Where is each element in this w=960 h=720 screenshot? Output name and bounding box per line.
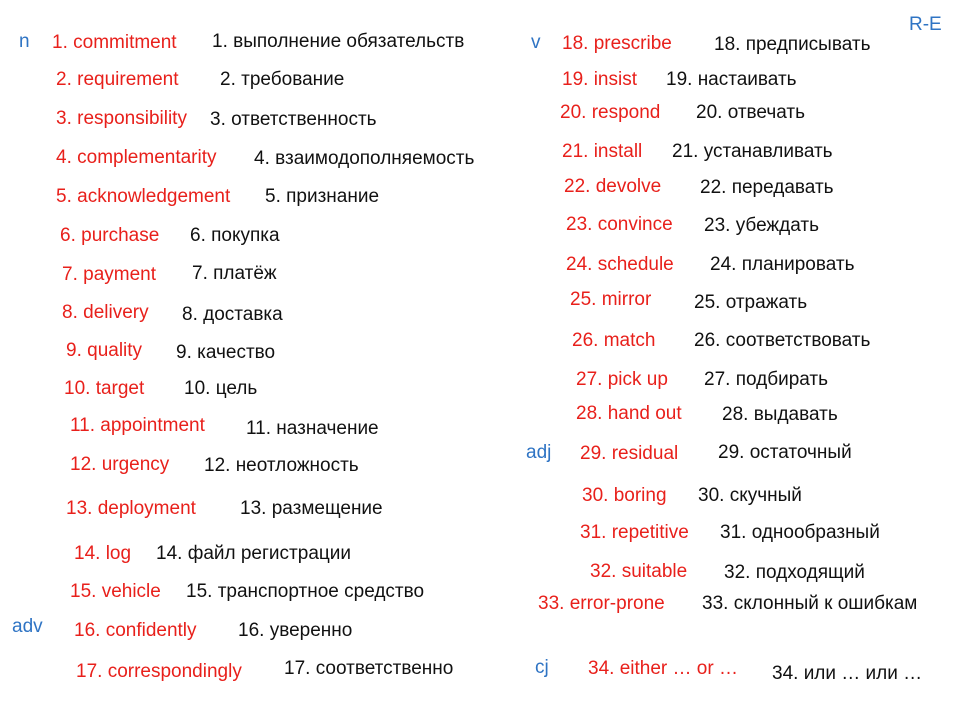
term-en: 19. insist bbox=[562, 69, 637, 90]
term-ru: 18. предписывать bbox=[714, 34, 871, 55]
term-en: 16. confidently bbox=[74, 620, 197, 641]
term-en: 26. match bbox=[572, 330, 656, 351]
term-ru: 24. планировать bbox=[710, 254, 855, 275]
term-ru: 21. устанавливать bbox=[672, 141, 833, 162]
term-en: 33. error-prone bbox=[538, 593, 665, 614]
term-ru: 10. цель bbox=[184, 378, 258, 399]
term-en: 14. log bbox=[74, 543, 132, 564]
term-ru: 26. соответствовать bbox=[694, 330, 871, 351]
term-ru: 4. взаимодополняемость bbox=[254, 148, 475, 169]
term-ru: 29. остаточный bbox=[718, 442, 852, 463]
term-ru: 6. покупка bbox=[190, 225, 280, 246]
term-ru: 33. склонный к ошибкам bbox=[702, 593, 918, 614]
term-en: 24. schedule bbox=[566, 254, 674, 275]
term-en: 18. prescribe bbox=[562, 33, 672, 54]
pos-label-conjunction: cj bbox=[535, 657, 549, 678]
term-ru: 23. убеждать bbox=[704, 215, 819, 236]
term-en: 25. mirror bbox=[570, 289, 652, 310]
term-ru: 28. выдавать bbox=[722, 404, 838, 425]
term-en: 28. hand out bbox=[576, 403, 682, 424]
term-en: 9. quality bbox=[66, 340, 143, 361]
term-ru: 12. неотложность bbox=[204, 455, 359, 476]
term-en: 17. correspondingly bbox=[76, 661, 242, 682]
pos-label-verb: v bbox=[531, 32, 541, 53]
term-en: 13. deployment bbox=[66, 498, 196, 519]
term-en: 11. appointment bbox=[70, 415, 205, 436]
term-ru: 9. качество bbox=[176, 342, 276, 363]
term-ru: 16. уверенно bbox=[238, 620, 353, 641]
term-ru: 34. или … или … bbox=[772, 663, 923, 684]
term-ru: 1. выполнение обязательств bbox=[212, 31, 465, 52]
term-ru: 3. ответственность bbox=[210, 109, 377, 130]
corner-label: R-E bbox=[909, 14, 942, 35]
term-ru: 27. подбирать bbox=[704, 369, 829, 390]
term-en: 31. repetitive bbox=[580, 522, 689, 543]
term-en: 21. install bbox=[562, 141, 643, 162]
term-ru: 11. назначение bbox=[246, 418, 379, 439]
term-en: 29. residual bbox=[580, 443, 679, 464]
term-en: 8. delivery bbox=[62, 302, 149, 323]
term-en: 10. target bbox=[64, 378, 145, 399]
term-ru: 31. однообразный bbox=[720, 522, 880, 543]
term-ru: 13. размещение bbox=[240, 498, 383, 519]
term-ru: 30. скучный bbox=[698, 485, 802, 506]
term-ru: 15. транспортное средство bbox=[186, 581, 425, 602]
term-ru: 20. отвечать bbox=[696, 102, 806, 123]
pos-label-noun: n bbox=[19, 31, 30, 52]
term-ru: 32. подходящий bbox=[724, 562, 865, 583]
term-en: 23. convince bbox=[566, 214, 673, 235]
term-en: 2. requirement bbox=[56, 69, 179, 90]
term-en: 30. boring bbox=[582, 485, 667, 506]
pos-label-adverb: adv bbox=[12, 616, 43, 637]
term-ru: 14. файл регистрации bbox=[156, 543, 351, 564]
term-en: 27. pick up bbox=[576, 369, 668, 390]
term-en: 3. responsibility bbox=[56, 108, 187, 129]
term-en: 5. acknowledgement bbox=[56, 186, 231, 207]
term-ru: 17. соответственно bbox=[284, 658, 454, 679]
term-en: 20. respond bbox=[560, 102, 661, 123]
term-en: 6. purchase bbox=[60, 225, 160, 246]
term-en: 4. complementarity bbox=[56, 147, 217, 168]
term-en: 15. vehicle bbox=[70, 581, 161, 602]
term-ru: 5. признание bbox=[265, 186, 380, 207]
term-en: 34. either … or … bbox=[588, 658, 738, 679]
term-en: 32. suitable bbox=[590, 561, 688, 582]
pos-label-adjective: adj bbox=[526, 442, 552, 463]
term-ru: 22. передавать bbox=[700, 177, 834, 198]
term-en: 7. payment bbox=[62, 264, 156, 285]
term-ru: 2. требование bbox=[220, 69, 345, 90]
term-en: 22. devolve bbox=[564, 176, 662, 197]
term-ru: 7. платёж bbox=[192, 263, 277, 284]
term-en: 1. commitment bbox=[52, 32, 177, 53]
term-en: 12. urgency bbox=[70, 454, 170, 475]
term-ru: 8. доставка bbox=[182, 304, 283, 325]
term-ru: 25. отражать bbox=[694, 292, 808, 313]
term-ru: 19. настаивать bbox=[666, 69, 797, 90]
